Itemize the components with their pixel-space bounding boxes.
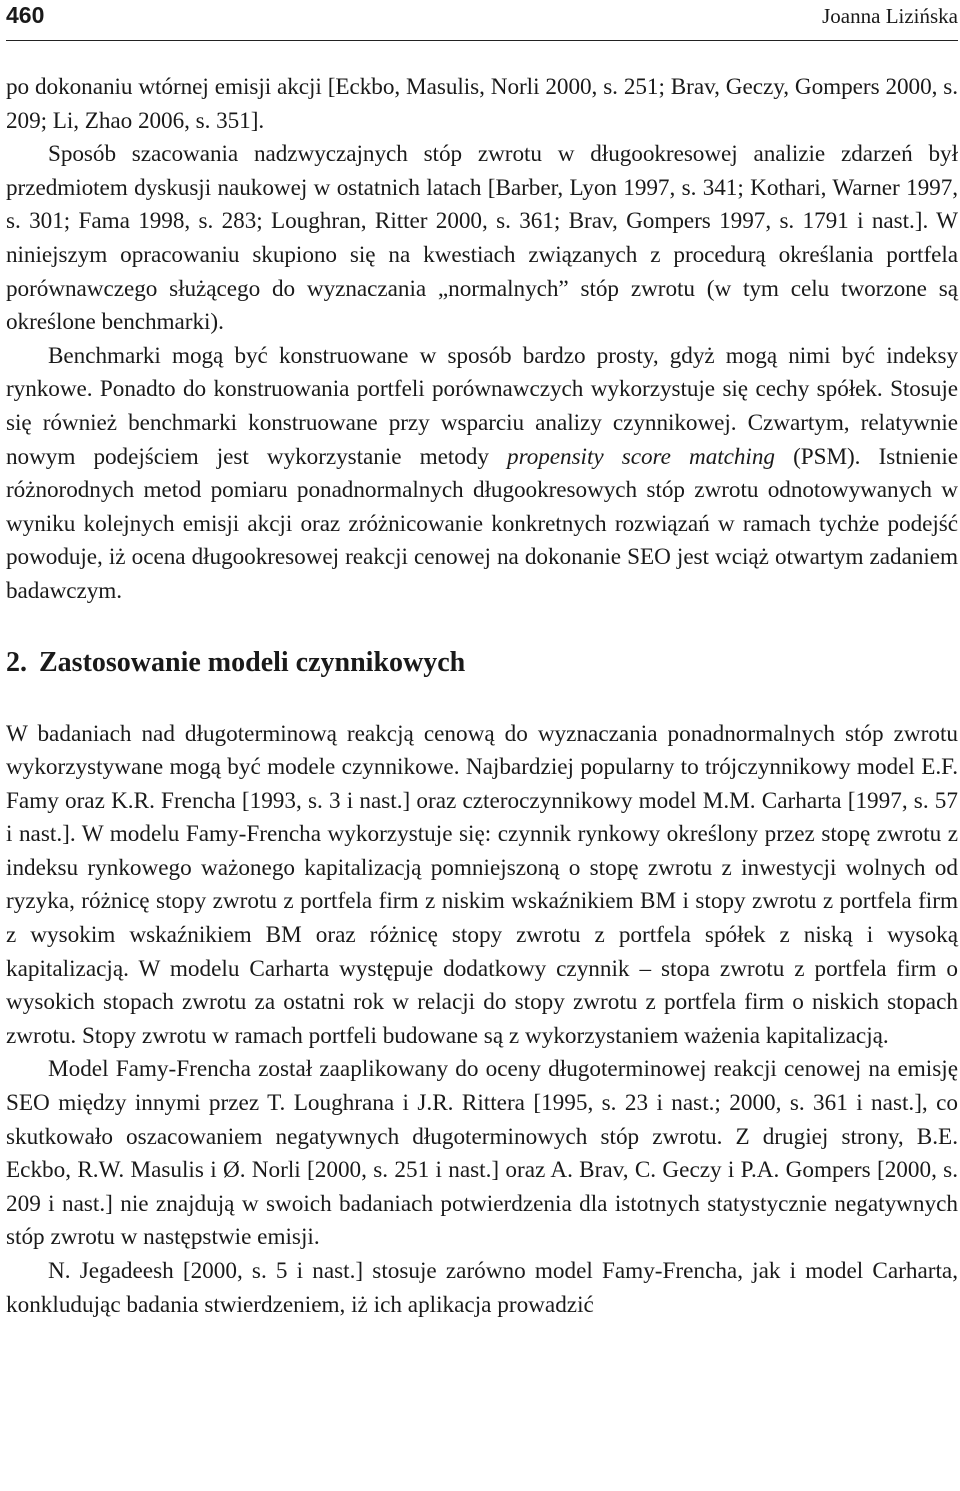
page-number: 460 (6, 2, 45, 28)
intro-paragraph-3 (6, 340, 958, 609)
intro-paragraph-1: po dokonaniu wtórnej emisji akcji [Eckbo, Masulis, Norli 2000, s. 251; Brav, Geczy, Gompers 2000, s. 209; Li, Zhao 2006, s. 351]. (6, 74, 958, 134)
running-header (6, 0, 958, 41)
intro-paragraph-3-end: (PSM). Istnienie różnorodnych metod pomiaru ponadnormalnych długookresowych stóp zwrotu odnotowywanych w wyniku kolejnych emisji akcji oraz zróżnicowanie konkretnych rozwiązań w ramach tychże podejść powoduje, iż ocena długookresowej reakcji cenowej na dokonanie SEO jest wciąż otwartym zadaniem badawczym. (6, 443, 958, 604)
intro-paragraph-2: Sposób szacowania nadzwyczajnych stóp zwrotu w długookresowej analizie zdarzeń był przedmiotem dyskusji naukowej w ostatnich latach [Barber, Lyon 1997, s. 341; Kothari, Warner 1997, s. 301; Fama 1998, s. 283; Loughran, Ritter 2000, s. 361; Brav, Gompers 1997, s. 1791 i nast.]. W niniejszym opracowaniu skupiono się na kwestiach związanych z procedurą określania portfela porównawczego służącego do wyznaczania „normalnych” stóp zwrotu (w tym celu tworzone są określone benchmarki). (6, 141, 958, 336)
author-name: Joanna Lizińska (822, 4, 958, 28)
section-number: 2. (6, 646, 27, 678)
section-heading (6, 645, 958, 681)
section-paragraph-1: W badaniach nad długoterminową reakcją cenową do wyznaczania ponadnormalnych stóp zwrotu wykorzystywane mogą być modele czynnikowe. Najbardziej popularny to trójczynnikowy model E.F. Famy oraz K.R. Frencha [1993, s. 3 i nast.] oraz czteroczynnikowy model M.M. Carharta [1997, s. 57 i nast.]. W modelu Famy-Frencha wykorzystuje się: czynnik rynkowy określony przez stopę zwrotu z indeksu rynkowego ważonego kapitalizacją pomniejszoną o stopę zwrotu z inwestycji wolnych od ryzyka, różnicę stopy zwrotu z portfela firm z niskim wskaźnikiem BM i stopy zwrotu z portfela firm z wysokim wskaźnikiem BM oraz różnicę stopy zwrotu z portfela spółek z niską i wysoką kapitalizacją. W modelu Carharta występuje dodatkowy czynnik – stopa zwrotu z portfela firm o wysokich stopach zwrotu za ostatni rok w relacji do stopy zwrotu z portfela firm o niskich stopach zwrotu. Stopy zwrotu w ramach portfeli budowane są z wykorzystaniem ważenia kapitalizacją. (6, 720, 958, 1049)
section-paragraph-2: Model Famy-Frencha został zaaplikowany do oceny długoterminowej reakcji cenowej na emisję SEO między innymi przez T. Loughrana i J.R. Rittera [1995, s. 23 i nast.; 2000, s. 361 i nast.], co skutkowało oszacowaniem negatywnych długoterminowych stóp zwrotu. Z drugiej strony, B.E. Eckbo, R.W. Masulis i Ø. Norli [2000, s. 251 i nast.] oraz A. Brav, C. Geczy i P.A. Gompers [2000, s. 209 i nast.] nie znajdują w swoich badaniach potwierdzenia dla istotnych statystycznie negatywnych stóp zwrotu w następstwie emisji. (6, 1056, 958, 1251)
intro-text (6, 71, 958, 609)
section-title: Zastosowanie modeli czynnikowych (39, 646, 466, 678)
document-page (6, 0, 958, 1322)
intro-paragraph-3-start: Benchmarki mogą być konstruowane w sposób bardzo prosty, gdyż mogą nimi być indeksy rynkowe. Ponadto do konstruowania portfeli porównawczych wykorzystuje się cechy spółek. Stosuje się również benchmarki konstruowane przy wsparciu analizy czynnikowej. Czwartym, relatywnie nowym podejściem jest wykorzystanie metody (6, 342, 958, 470)
section-text (6, 718, 958, 1323)
psm-term: propensity score matching (507, 443, 775, 470)
section-paragraph-3: N. Jegadeesh [2000, s. 5 i nast.] stosuje zarówno model Famy-Frencha, jak i model Carharta, konkludując badania stwierdzeniem, iż ich aplikacja prowadzić (6, 1258, 958, 1318)
